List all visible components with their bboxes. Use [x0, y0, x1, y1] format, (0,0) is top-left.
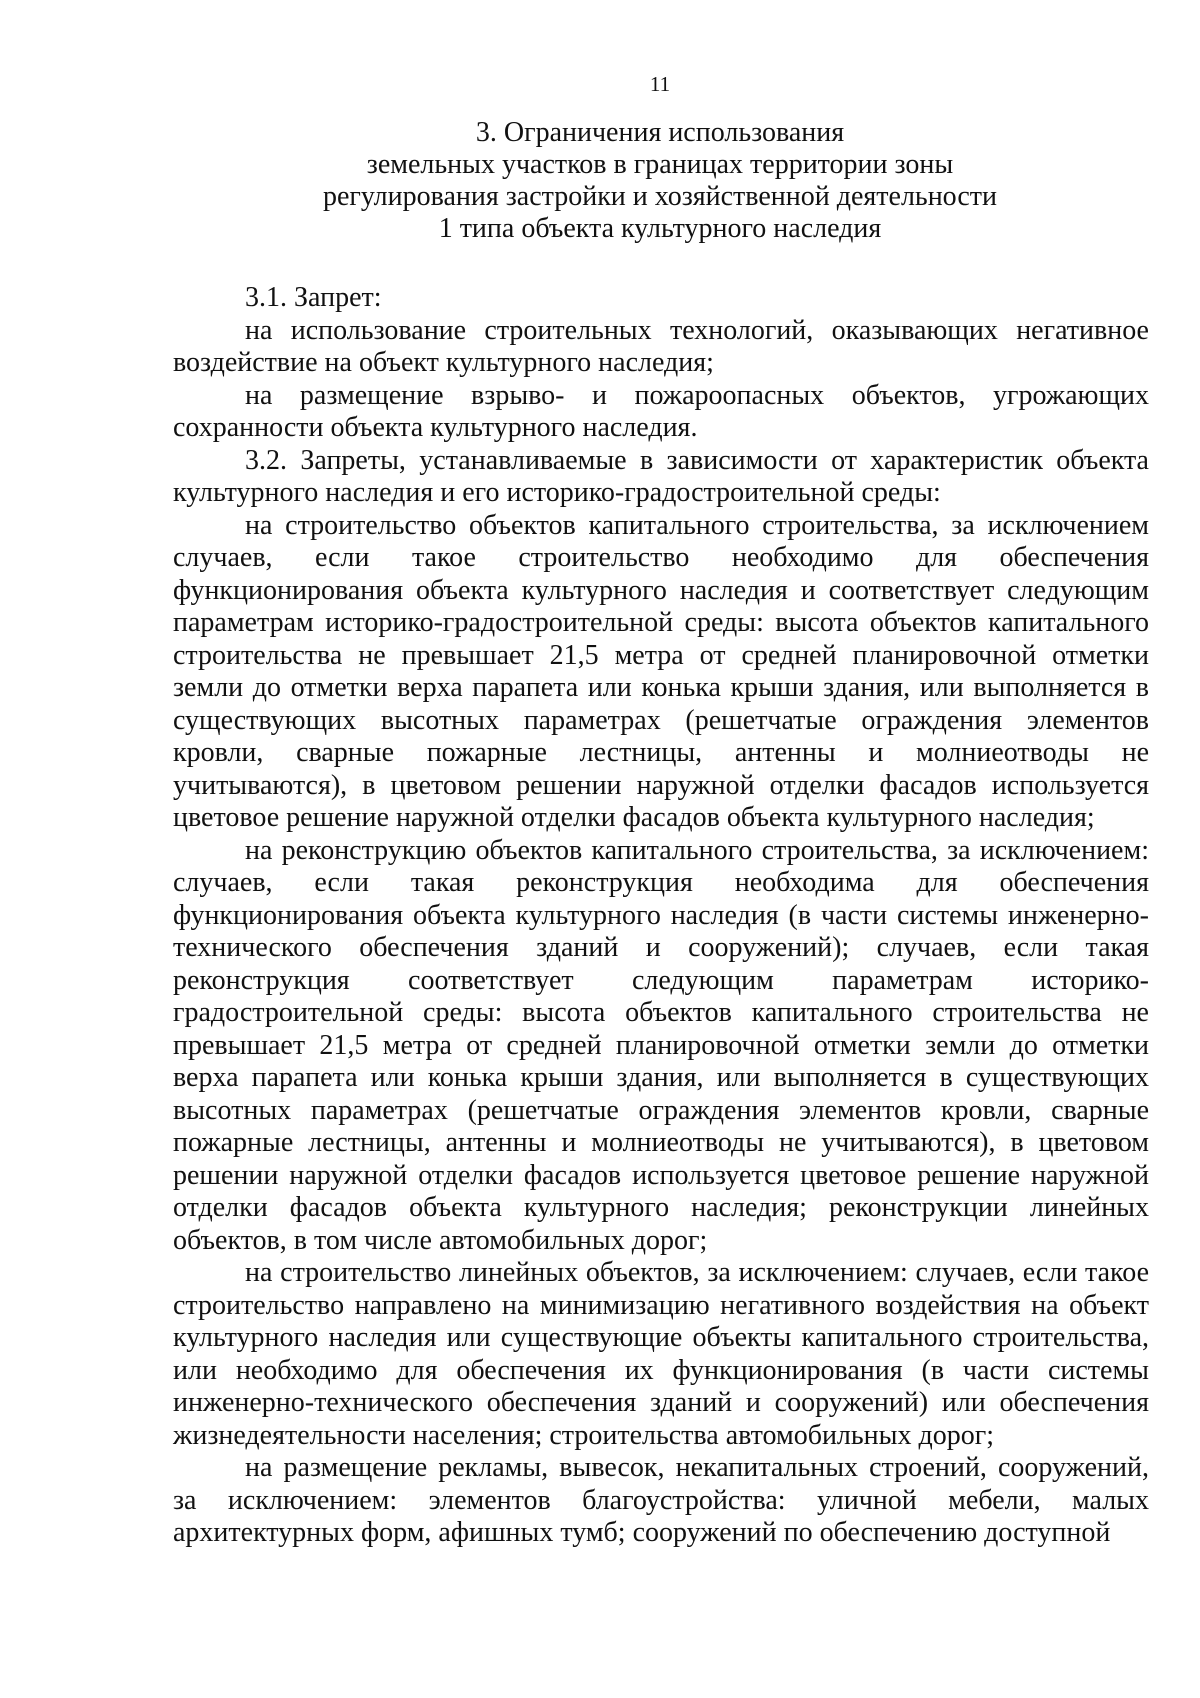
body-paragraph: на строительство объектов капитального строительства, за исключением случаев, если такое строительство необходимо для обеспечения функционирования объекта культурного наследия и соответствует следующим параметрам историко-градостроительной среды: высота объектов капитального строительства не превышает 21,5 метра от средней планировочной отметки земли до отметки верха парапета или конька крыши здания, или выполняется в существующих высотных параметрах (решетчатые ограждения элементов кровли, сварные пожарные лестницы, антенны и молниеотводы не учитываются), в цветовом решении наружной отделки фасадов используется цветовое решение наружной отделки фасадов объекта культурного наследия;	[173, 509, 1149, 833]
body-paragraph: на использование строительных технологий, оказывающих негативное воздействие на объект культурного наследия;	[173, 314, 1149, 378]
heading-line: 3. Ограничения использования	[475, 117, 845, 148]
body-paragraph: 3.2. Запреты, устанавливаемые в зависимости от характеристик объекта культурного наследия и его историко-градостроительной среды:	[173, 444, 1149, 508]
section-heading	[0, 117, 1200, 245]
body-paragraph: на размещение рекламы, вывесок, некапитальных строений, сооружений, за исключением: элементов благоустройства: уличной мебели, малых архитектурных форм, афишных тумб; сооружений по обеспечению доступной	[173, 1452, 1149, 1548]
heading-line: регулирования застройки и хозяйственной деятельности	[322, 181, 998, 212]
body-paragraph: на строительство линейных объектов, за исключением: случаев, если такое строительство направлено на минимизацию негативного воздействия на объект культурного наследия или существующие объекты капитального строительства, или необходимо для обеспечения их функционирования (в части системы инженерно-технического обеспечения зданий и сооружений) или обеспечения жизнедеятельности населения; строительства автомобильных дорог;	[173, 1257, 1149, 1451]
heading-line: 1 типа объекта культурного наследия	[438, 213, 882, 244]
document-body	[173, 282, 1149, 1550]
subsection-title: 3.1. Запрет:	[245, 282, 382, 313]
body-paragraph: на реконструкцию объектов капитального строительства, за исключением: случаев, если такая реконструкция необходима для обеспечения функционирования объекта культурного наследия (в части системы инженерно-технического обеспечения зданий и сооружений); случаев, если такая реконструкция соответствует следующим параметрам историко-градостроительной среды: высота объектов капитального строительства не превышает 21,5 метра от средней планировочной отметки земли до отметки верха парапета или конька крыши здания, или выполняется в существующих высотных параметрах (решетчатые ограждения элементов кровли, сварные пожарные лестницы, антенны и молниеотводы не учитываются), в цветовом решении наружной отделки фасадов используется цветовое решение наружной отделки фасадов объекта культурного наследия; реконструкции линейных объектов, в том числе автомобильных дорог;	[173, 834, 1149, 1256]
page-number: 11	[649, 72, 671, 96]
heading-line: земельных участков в границах территории зоны	[366, 149, 954, 180]
body-paragraph: на размещение взрыво- и пожароопасных объектов, угрожающих сохранности объекта культурного наследия.	[173, 379, 1149, 443]
